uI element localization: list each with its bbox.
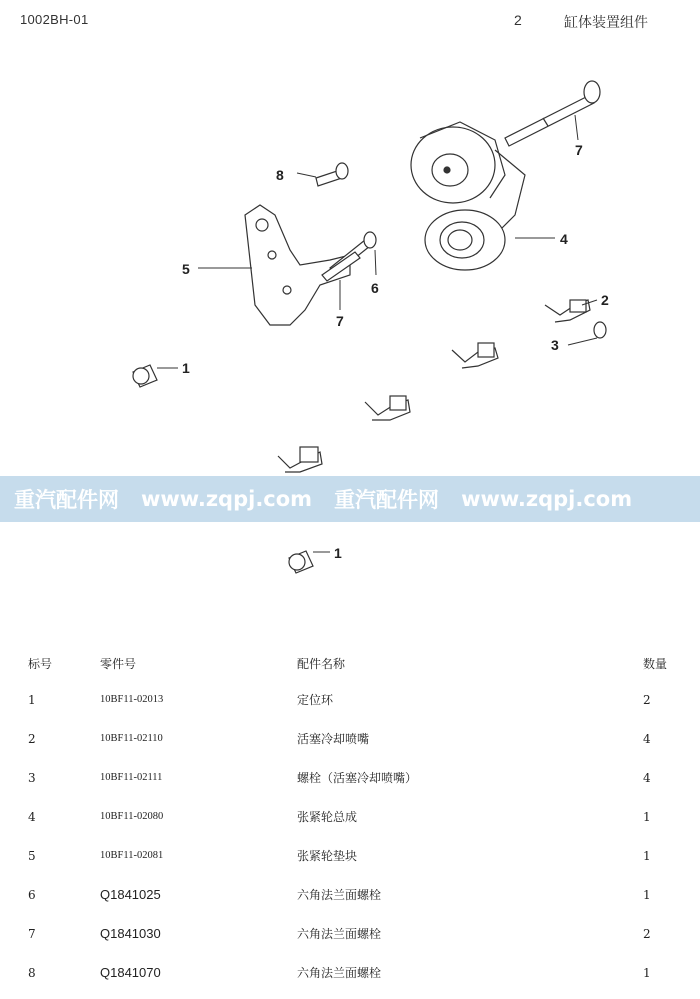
header-part-name: 配件名称: [297, 656, 346, 671]
row-part-number: 10BF11-02111: [100, 772, 163, 783]
row-part-name: 活塞冷却喷嘴: [297, 732, 370, 746]
row-part-name: 张紧轮垫块: [297, 849, 358, 863]
row-index: 5: [28, 848, 36, 863]
row-index: 7: [28, 926, 36, 941]
watermark-banner: [0, 476, 700, 522]
watermark-text: 重汽配件网: [14, 488, 119, 512]
row-quantity: 2: [643, 926, 651, 941]
callout-8: 7: [575, 142, 583, 158]
callout-6: 6: [371, 280, 379, 296]
row-index: 3: [28, 770, 36, 785]
row-part-number: 10BF11-02080: [100, 811, 164, 822]
callout-7-upper: 8: [276, 167, 284, 183]
watermark-text: 重汽配件网: [334, 488, 440, 512]
callout-5: 5: [182, 261, 190, 277]
row-quantity: 2: [643, 692, 651, 707]
table-row: [0, 680, 700, 719]
watermark-url: www.zqpj.com: [461, 487, 633, 511]
bolt-8-drawing: [505, 81, 600, 146]
header-quantity: 数量: [643, 656, 668, 671]
row-quantity: 1: [643, 965, 651, 980]
row-index: 2: [28, 731, 36, 746]
row-quantity: 4: [643, 731, 651, 746]
piston-cooling-nozzle-drawing: [278, 300, 606, 472]
row-quantity: 1: [643, 848, 651, 863]
table-row: [0, 797, 700, 836]
document-code: 1002BH-01: [20, 12, 89, 27]
table-row: [0, 758, 700, 797]
row-index: 8: [28, 965, 36, 980]
callout-3: 3: [551, 337, 559, 353]
row-part-name: 六角法兰面螺栓: [297, 966, 382, 980]
row-part-number: Q1841070: [100, 965, 161, 980]
row-part-number: 10BF11-02013: [100, 694, 164, 705]
table-row: [0, 875, 700, 914]
header-index: 标号: [28, 656, 53, 671]
callout-2: 2: [601, 292, 609, 308]
watermark-url: www.zqpj.com: [141, 487, 313, 511]
callout-1-lower: 1: [334, 545, 342, 561]
page-number: 2: [514, 12, 522, 28]
table-row: [0, 836, 700, 875]
row-part-number: 10BF11-02081: [100, 850, 164, 861]
bolt-7-upper-drawing: [316, 163, 348, 186]
row-quantity: 1: [643, 887, 651, 902]
row-part-number: Q1841030: [100, 926, 161, 941]
callout-1-upper: 1: [182, 360, 190, 376]
row-part-number: 10BF11-02110: [100, 733, 163, 744]
header-part-number: 零件号: [100, 656, 137, 671]
row-part-number: Q1841025: [100, 887, 161, 902]
document-title: 缸体装置组件: [564, 15, 648, 31]
row-part-name: 螺栓（活塞冷却喷嘴）: [297, 771, 418, 785]
row-part-name: 张紧轮总成: [297, 810, 358, 824]
table-header-row: [0, 646, 700, 680]
callout-4: 4: [560, 231, 568, 247]
row-quantity: 4: [643, 770, 651, 785]
row-part-name: 六角法兰面螺栓: [297, 888, 382, 902]
row-quantity: 1: [643, 809, 651, 824]
table-row: [0, 914, 700, 953]
row-part-name: 定位环: [297, 693, 334, 707]
table-row: [0, 719, 700, 758]
row-index: 6: [28, 887, 36, 902]
locating-ring-drawing: [133, 365, 313, 573]
row-index: 4: [28, 809, 36, 824]
callout-7-lower: 7: [336, 313, 344, 329]
row-index: 1: [28, 692, 36, 707]
row-part-name: 六角法兰面螺栓: [297, 927, 382, 941]
table-row: [0, 953, 700, 992]
parts-table: [0, 646, 700, 992]
